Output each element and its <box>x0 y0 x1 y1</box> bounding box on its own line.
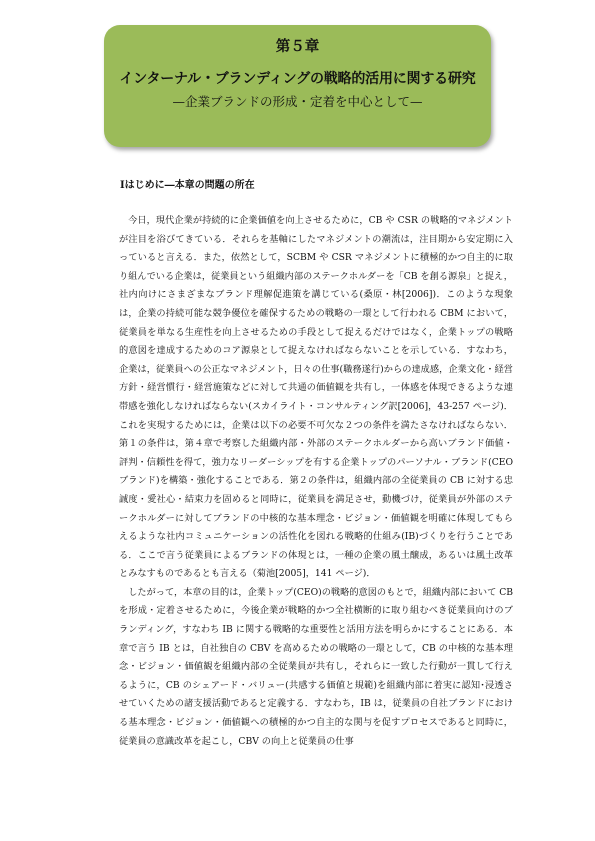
section-heading: Ⅰはじめに―本章の問題の所在 <box>120 180 255 191</box>
body-text <box>119 212 513 751</box>
chapter-subtitle: —企業ブランドの形成・定着を中心として— <box>172 94 423 109</box>
chapter-title-box <box>104 25 491 147</box>
chapter-number: 第５章 <box>275 39 320 55</box>
chapter-title: インターナル・ブランディングの戦略的活用に関する研究 <box>119 71 476 87</box>
paragraph: したがって，本章の目的は，企業トップ(CEO)の戦略的意図のもとで，組織内部において CB を形成・定着させるために，今後企業が戦略的かつ全社横断的に取り組むべき従業員向けのブランディング，すなわち IB に関する戦略的な重要性と活用方法を明らかにすることにある．本章で言う IB とは，自社独自の CBV を高めるための戦略の一環として，CB の中核的な基本理念・ビジョン・価値観を組織内部の全従業員が共有し，それらに一致した行動が一貫して行えるように，CB のシェアード・バリュー(共感する価値と規範)を組織内部に着実に認知･浸透させていくための諸支援活動であると定義する．すなわち，IB は，従業員の自社ブランドにおける基本理念・ビジョン・価値観への積極的かつ自主的な関与を促すプロセスであると同時に，従業員の意識改革を起こし，CBV の向上と従業員の仕事 <box>119 586 513 747</box>
paragraph: 今日，現代企業が持続的に企業価値を向上させるために，CB や CSR の戦略的マネジメントが注目を浴びてきている．それらを基軸にしたマネジメントの潮流は，注目期から安定期に入っていると言える．また，依然として，SCBM や CSR マネジメントに積極的かつ自主的に取り組んでいる企業は，従業員という組織内部のステークホルダーを「CB を創る源泉」と捉え，社内向けにさまざまなブランド理解促進策を講じている(桑原・林[2006])．このような現象は，企業の持続可能な競争優位を確保するための戦略の一環として行われる CBM において，従業員を単なる生産性を向上させるための手段として捉えるだけではなく，企業トップの戦略的意図を達成するためのコア源泉として捉えなければならないことを示している．すなわち，企業は，従業員への公正なマネジメント，日々の仕事(職務遂行)からの達成感，企業文化・経営方針・経営慣行・経営施策などに対して共通の価値観を共有し，一体感を体現できるような連帯感を強化しなければならない(スカイライト・コンサルティング訳[2006]，43-257 ページ)．これを実現するためには，企業は以下の必要不可欠な２つの条件を満たさなければならない．第１の条件は，第４章で考察した組織内部・外部のステークホルダーから高いブランド価値・評判・信頼性を得て，強力なリーダーシップを有する企業トップのパーソナル・ブランド(CEO ブランド)を構築・強化することである．第２の条件は，組織内部の全従業員の CB に対する忠誠度・愛社心・結束力を固めると同時に，従業員を満足させ，動機づけ，従業員が外部のステークホルダーに対してブランドの中核的な基本理念・ビジョン・価値観を明確に体現してもらえるような社内コミュニケーションの活性化を図れる戦略的仕組み(IB)づくりを行うことである．ここで言う従業員によるブランドの体現とは，一種の企業の風土醸成，あるいは風土改革とみなすものであるとも言える（菊池[2005]，141 ページ)． <box>119 215 513 580</box>
